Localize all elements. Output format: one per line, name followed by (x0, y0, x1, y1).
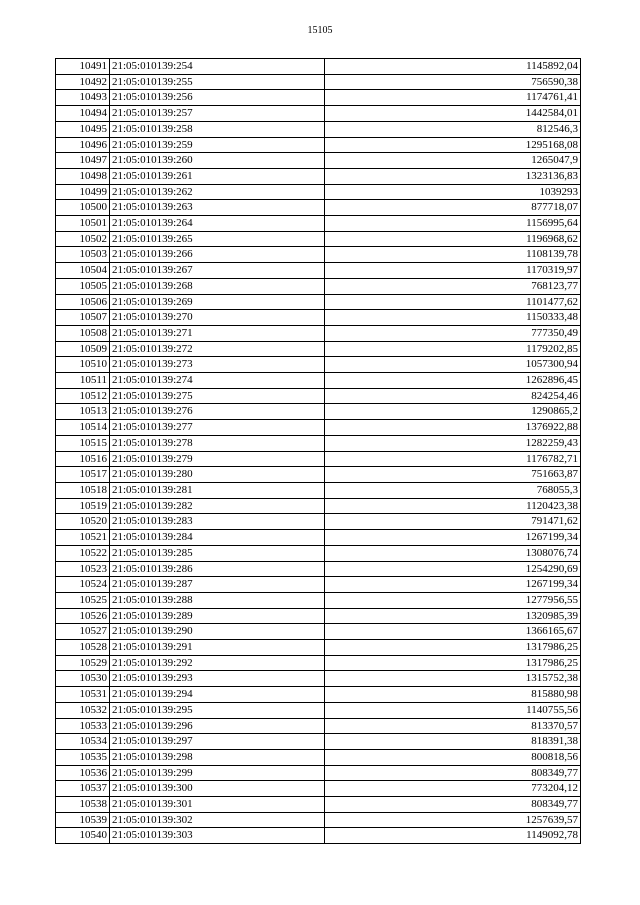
cadastral-value: 1282259,43 (325, 435, 581, 451)
cadastral-value: 800818,56 (325, 749, 581, 765)
row-number: 10514 (56, 420, 110, 436)
cadastral-value: 1174761,41 (325, 90, 581, 106)
row-number: 10497 (56, 153, 110, 169)
row-number: 10501 (56, 216, 110, 232)
cadastral-number: 21:05:010139:288 (110, 592, 325, 608)
cadastral-number: 21:05:010139:274 (110, 373, 325, 389)
table-row (56, 231, 581, 247)
cadastral-value: 756590,38 (325, 74, 581, 90)
table-row (56, 310, 581, 326)
table-row (56, 357, 581, 373)
row-number: 10537 (56, 781, 110, 797)
row-number: 10518 (56, 482, 110, 498)
cadastral-number: 21:05:010139:299 (110, 765, 325, 781)
cadastral-value: 773204,12 (325, 781, 581, 797)
cadastral-value: 1376922,88 (325, 420, 581, 436)
cadastral-value: 1317986,25 (325, 655, 581, 671)
row-number: 10516 (56, 451, 110, 467)
table-row (56, 121, 581, 137)
cadastral-value: 1267199,34 (325, 530, 581, 546)
cadastral-value: 1442584,01 (325, 106, 581, 122)
cadastral-number: 21:05:010139:283 (110, 514, 325, 530)
table-row (56, 640, 581, 656)
table-row (56, 734, 581, 750)
cadastral-number: 21:05:010139:287 (110, 577, 325, 593)
table-row (56, 592, 581, 608)
row-number: 10513 (56, 404, 110, 420)
cadastral-value: 808349,77 (325, 797, 581, 813)
cadastral-number: 21:05:010139:293 (110, 671, 325, 687)
cadastral-number: 21:05:010139:279 (110, 451, 325, 467)
table-row (56, 325, 581, 341)
cadastral-number: 21:05:010139:298 (110, 749, 325, 765)
cadastral-value: 808349,77 (325, 765, 581, 781)
cadastral-number: 21:05:010139:269 (110, 294, 325, 310)
row-number: 10534 (56, 734, 110, 750)
cadastral-value: 1295168,08 (325, 137, 581, 153)
row-number: 10529 (56, 655, 110, 671)
cadastral-number: 21:05:010139:271 (110, 325, 325, 341)
table-row (56, 247, 581, 263)
table-row (56, 294, 581, 310)
row-number: 10515 (56, 435, 110, 451)
row-number: 10491 (56, 59, 110, 75)
cadastral-number: 21:05:010139:270 (110, 310, 325, 326)
cadastral-value: 1108139,78 (325, 247, 581, 263)
cadastral-number: 21:05:010139:258 (110, 121, 325, 137)
row-number: 10506 (56, 294, 110, 310)
cadastral-number: 21:05:010139:254 (110, 59, 325, 75)
cadastral-value: 1196968,62 (325, 231, 581, 247)
row-number: 10523 (56, 561, 110, 577)
cadastral-value: 1290865,2 (325, 404, 581, 420)
cadastral-value: 1308076,74 (325, 545, 581, 561)
row-number: 10522 (56, 545, 110, 561)
cadastral-number: 21:05:010139:267 (110, 263, 325, 279)
row-number: 10495 (56, 121, 110, 137)
table-row (56, 702, 581, 718)
table-row (56, 765, 581, 781)
cadastral-value: 1120423,38 (325, 498, 581, 514)
row-number: 10539 (56, 812, 110, 828)
table-row (56, 200, 581, 216)
table-row (56, 514, 581, 530)
cadastral-value: 1254290,69 (325, 561, 581, 577)
row-number: 10520 (56, 514, 110, 530)
cadastral-number: 21:05:010139:285 (110, 545, 325, 561)
cadastral-value: 1366165,67 (325, 624, 581, 640)
cadastral-number: 21:05:010139:276 (110, 404, 325, 420)
row-number: 10511 (56, 373, 110, 389)
cadastral-value-table (55, 58, 581, 844)
table-row (56, 388, 581, 404)
table-row (56, 561, 581, 577)
row-number: 10499 (56, 184, 110, 200)
cadastral-number: 21:05:010139:303 (110, 828, 325, 844)
cadastral-value: 813370,57 (325, 718, 581, 734)
row-number: 10519 (56, 498, 110, 514)
table-row (56, 749, 581, 765)
table-row (56, 498, 581, 514)
cadastral-value: 768123,77 (325, 278, 581, 294)
cadastral-number: 21:05:010139:277 (110, 420, 325, 436)
row-number: 10517 (56, 467, 110, 483)
table-row (56, 404, 581, 420)
cadastral-value: 1140755,56 (325, 702, 581, 718)
cadastral-value: 1150333,48 (325, 310, 581, 326)
cadastral-number: 21:05:010139:260 (110, 153, 325, 169)
table-row (56, 278, 581, 294)
table-row (56, 812, 581, 828)
table-row (56, 59, 581, 75)
cadastral-number: 21:05:010139:301 (110, 797, 325, 813)
table-row (56, 373, 581, 389)
table-row (56, 530, 581, 546)
row-number: 10524 (56, 577, 110, 593)
row-number: 10535 (56, 749, 110, 765)
row-number: 10507 (56, 310, 110, 326)
table-row (56, 216, 581, 232)
row-number: 10503 (56, 247, 110, 263)
cadastral-number: 21:05:010139:255 (110, 74, 325, 90)
cadastral-value: 818391,38 (325, 734, 581, 750)
cadastral-value: 1179202,85 (325, 341, 581, 357)
row-number: 10540 (56, 828, 110, 844)
row-number: 10496 (56, 137, 110, 153)
cadastral-value: 1176782,71 (325, 451, 581, 467)
cadastral-number: 21:05:010139:296 (110, 718, 325, 734)
cadastral-number: 21:05:010139:286 (110, 561, 325, 577)
row-number: 10494 (56, 106, 110, 122)
table-row (56, 467, 581, 483)
cadastral-value: 1149092,78 (325, 828, 581, 844)
cadastral-number: 21:05:010139:264 (110, 216, 325, 232)
row-number: 10536 (56, 765, 110, 781)
table-row (56, 482, 581, 498)
cadastral-value: 1315752,38 (325, 671, 581, 687)
table-row (56, 137, 581, 153)
cadastral-number: 21:05:010139:272 (110, 341, 325, 357)
table-row (56, 797, 581, 813)
cadastral-value: 815880,98 (325, 687, 581, 703)
table-row (56, 168, 581, 184)
row-number: 10510 (56, 357, 110, 373)
row-number: 10498 (56, 168, 110, 184)
cadastral-value: 1170319,97 (325, 263, 581, 279)
row-number: 10521 (56, 530, 110, 546)
row-number: 10512 (56, 388, 110, 404)
row-number: 10504 (56, 263, 110, 279)
cadastral-value: 877718,07 (325, 200, 581, 216)
cadastral-number: 21:05:010139:295 (110, 702, 325, 718)
row-number: 10530 (56, 671, 110, 687)
cadastral-value: 1039293 (325, 184, 581, 200)
cadastral-number: 21:05:010139:275 (110, 388, 325, 404)
cadastral-number: 21:05:010139:262 (110, 184, 325, 200)
page-number: 15105 (307, 25, 333, 36)
cadastral-value: 1320985,39 (325, 608, 581, 624)
table-row (56, 687, 581, 703)
cadastral-value: 812546,3 (325, 121, 581, 137)
cadastral-value: 1156995,64 (325, 216, 581, 232)
cadastral-number: 21:05:010139:278 (110, 435, 325, 451)
table-row (56, 153, 581, 169)
cadastral-value: 824254,46 (325, 388, 581, 404)
cadastral-value: 751663,87 (325, 467, 581, 483)
cadastral-value: 1267199,34 (325, 577, 581, 593)
table-row (56, 828, 581, 844)
cadastral-value: 1317986,25 (325, 640, 581, 656)
cadastral-number: 21:05:010139:282 (110, 498, 325, 514)
table-row (56, 577, 581, 593)
row-number: 10508 (56, 325, 110, 341)
cadastral-number: 21:05:010139:284 (110, 530, 325, 546)
cadastral-number: 21:05:010139:281 (110, 482, 325, 498)
row-number: 10526 (56, 608, 110, 624)
cadastral-value: 1323136,83 (325, 168, 581, 184)
cadastral-number: 21:05:010139:259 (110, 137, 325, 153)
cadastral-number: 21:05:010139:256 (110, 90, 325, 106)
cadastral-value: 777350,49 (325, 325, 581, 341)
cadastral-value: 1277956,55 (325, 592, 581, 608)
table-body (56, 59, 581, 844)
table-row (56, 263, 581, 279)
cadastral-number: 21:05:010139:261 (110, 168, 325, 184)
table-row (56, 655, 581, 671)
table-row (56, 718, 581, 734)
cadastral-number: 21:05:010139:289 (110, 608, 325, 624)
cadastral-number: 21:05:010139:297 (110, 734, 325, 750)
row-number: 10527 (56, 624, 110, 640)
cadastral-number: 21:05:010139:280 (110, 467, 325, 483)
cadastral-number: 21:05:010139:266 (110, 247, 325, 263)
cadastral-value: 1262896,45 (325, 373, 581, 389)
row-number: 10532 (56, 702, 110, 718)
row-number: 10502 (56, 231, 110, 247)
row-number: 10505 (56, 278, 110, 294)
cadastral-number: 21:05:010139:263 (110, 200, 325, 216)
table-row (56, 624, 581, 640)
row-number: 10528 (56, 640, 110, 656)
cadastral-number: 21:05:010139:300 (110, 781, 325, 797)
cadastral-value: 768055,3 (325, 482, 581, 498)
table-row (56, 420, 581, 436)
cadastral-number: 21:05:010139:268 (110, 278, 325, 294)
cadastral-number: 21:05:010139:294 (110, 687, 325, 703)
cadastral-number: 21:05:010139:291 (110, 640, 325, 656)
table-row (56, 90, 581, 106)
row-number: 10533 (56, 718, 110, 734)
row-number: 10493 (56, 90, 110, 106)
cadastral-value: 791471,62 (325, 514, 581, 530)
row-number: 10538 (56, 797, 110, 813)
table-row (56, 545, 581, 561)
table-row (56, 74, 581, 90)
cadastral-number: 21:05:010139:273 (110, 357, 325, 373)
row-number: 10492 (56, 74, 110, 90)
cadastral-number: 21:05:010139:257 (110, 106, 325, 122)
table-row (56, 671, 581, 687)
table-row (56, 781, 581, 797)
table-row (56, 608, 581, 624)
table-row (56, 435, 581, 451)
table-row (56, 106, 581, 122)
cadastral-value: 1265047,9 (325, 153, 581, 169)
row-number: 10509 (56, 341, 110, 357)
row-number: 10531 (56, 687, 110, 703)
table-row (56, 341, 581, 357)
table-row (56, 184, 581, 200)
table-row (56, 451, 581, 467)
cadastral-value: 1101477,62 (325, 294, 581, 310)
cadastral-number: 21:05:010139:292 (110, 655, 325, 671)
cadastral-number: 21:05:010139:302 (110, 812, 325, 828)
cadastral-value: 1257639,57 (325, 812, 581, 828)
cadastral-value: 1057300,94 (325, 357, 581, 373)
cadastral-number: 21:05:010139:265 (110, 231, 325, 247)
row-number: 10525 (56, 592, 110, 608)
row-number: 10500 (56, 200, 110, 216)
cadastral-number: 21:05:010139:290 (110, 624, 325, 640)
cadastral-value: 1145892,04 (325, 59, 581, 75)
